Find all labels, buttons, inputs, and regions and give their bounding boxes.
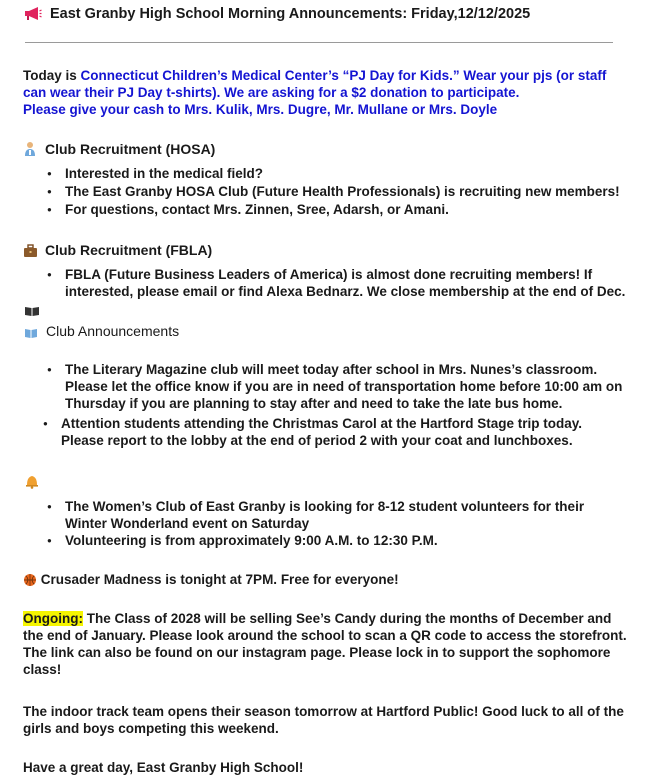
club-announcements-list-2	[19, 415, 634, 449]
fbla-list	[23, 266, 633, 300]
closing-line: Have a great day, East Granby High School!	[23, 760, 304, 775]
list-item: ● Attention students attending the Christmas Carol at the Hartford Stage trip today. Please report to the lobby at the end of period 2 with your coat and lunchboxes.	[19, 415, 634, 449]
club-announcements-list	[23, 361, 638, 412]
briefcase-icon	[23, 242, 45, 258]
list-item: ● The Women’s Club of East Granby is looking for 8-12 student volunteers for their Winter Wonderland event on Saturday	[23, 498, 633, 532]
list-item: ● Interested in the medical field?	[23, 165, 633, 183]
fbla-line-2: interested, please email or find Alexa Bednarz. We close membership at the end of Dec.	[65, 284, 626, 299]
health-worker-icon	[23, 141, 45, 157]
intro-line-3: Please give your cash to Mrs. Kulik, Mrs. Dugre, Mr. Mullane or Mrs. Doyle	[23, 102, 498, 117]
intro-line-2: can wear their PJ Day t-shirts). We are asking for a $2 donation to participate.	[23, 85, 520, 100]
volunteer-list	[23, 498, 633, 549]
crusader-line: Crusader Madness is tonight at 7PM. Free for everyone!	[23, 572, 399, 587]
title-text: East Granby High School Morning Announcements: Friday,12/12/2025	[50, 6, 531, 22]
fbla-line-1: ● FBLA (Future Business Leaders of America) is almost done recruiting members! If	[65, 267, 593, 282]
open-book-icon	[24, 323, 46, 339]
bell-icon	[24, 473, 40, 492]
megaphone-icon	[24, 6, 42, 22]
ongoing-label: Ongoing:	[23, 611, 83, 626]
list-item: ● For questions, contact Mrs. Zinnen, Sree, Adarsh, or Amani.	[23, 201, 633, 219]
ongoing-block: Ongoing: The Class of 2028 will be selling See’s Candy during the months of December and the end of January. Please look around the school to scan a QR code to access the storefront. The link can also be found on our instagram page. Please lock in to support the sophomore class!	[23, 611, 627, 677]
list-item: ● Volunteering is from approximately 9:00 A.M. to 12:30 P.M.	[23, 532, 633, 549]
list-item: ● The East Granby HOSA Club (Future Health Professionals) is recruiting new members!	[23, 183, 633, 201]
hosa-list	[23, 165, 633, 219]
intro-line-1: Connecticut Children’s Medical Center’s “PJ Day for Kids.” Wear your pjs (or staff	[80, 68, 607, 83]
divider	[25, 42, 613, 43]
list-item	[23, 266, 633, 300]
basketball-icon	[23, 572, 41, 587]
track-block: The indoor track team opens their season tomorrow at Hartford Public! Good luck to all of the girls and boys competing this weekend.	[23, 704, 624, 736]
intro-block	[23, 67, 606, 118]
open-book-icon-standalone	[24, 305, 40, 320]
club-announcements-heading: Club Announcements	[24, 323, 179, 339]
page-title	[24, 6, 530, 22]
fbla-heading: Club Recruitment (FBLA)	[23, 242, 212, 258]
list-item: ● The Literary Magazine club will meet today after school in Mrs. Nunes’s classroom. Please let the office know if you are in need of transportation home before 10:00 am on Thursday if you are planning to stay after and need to take the late bus home.	[23, 361, 638, 412]
intro-lead: Today is	[23, 68, 77, 83]
hosa-heading: Club Recruitment (HOSA)	[23, 141, 215, 157]
